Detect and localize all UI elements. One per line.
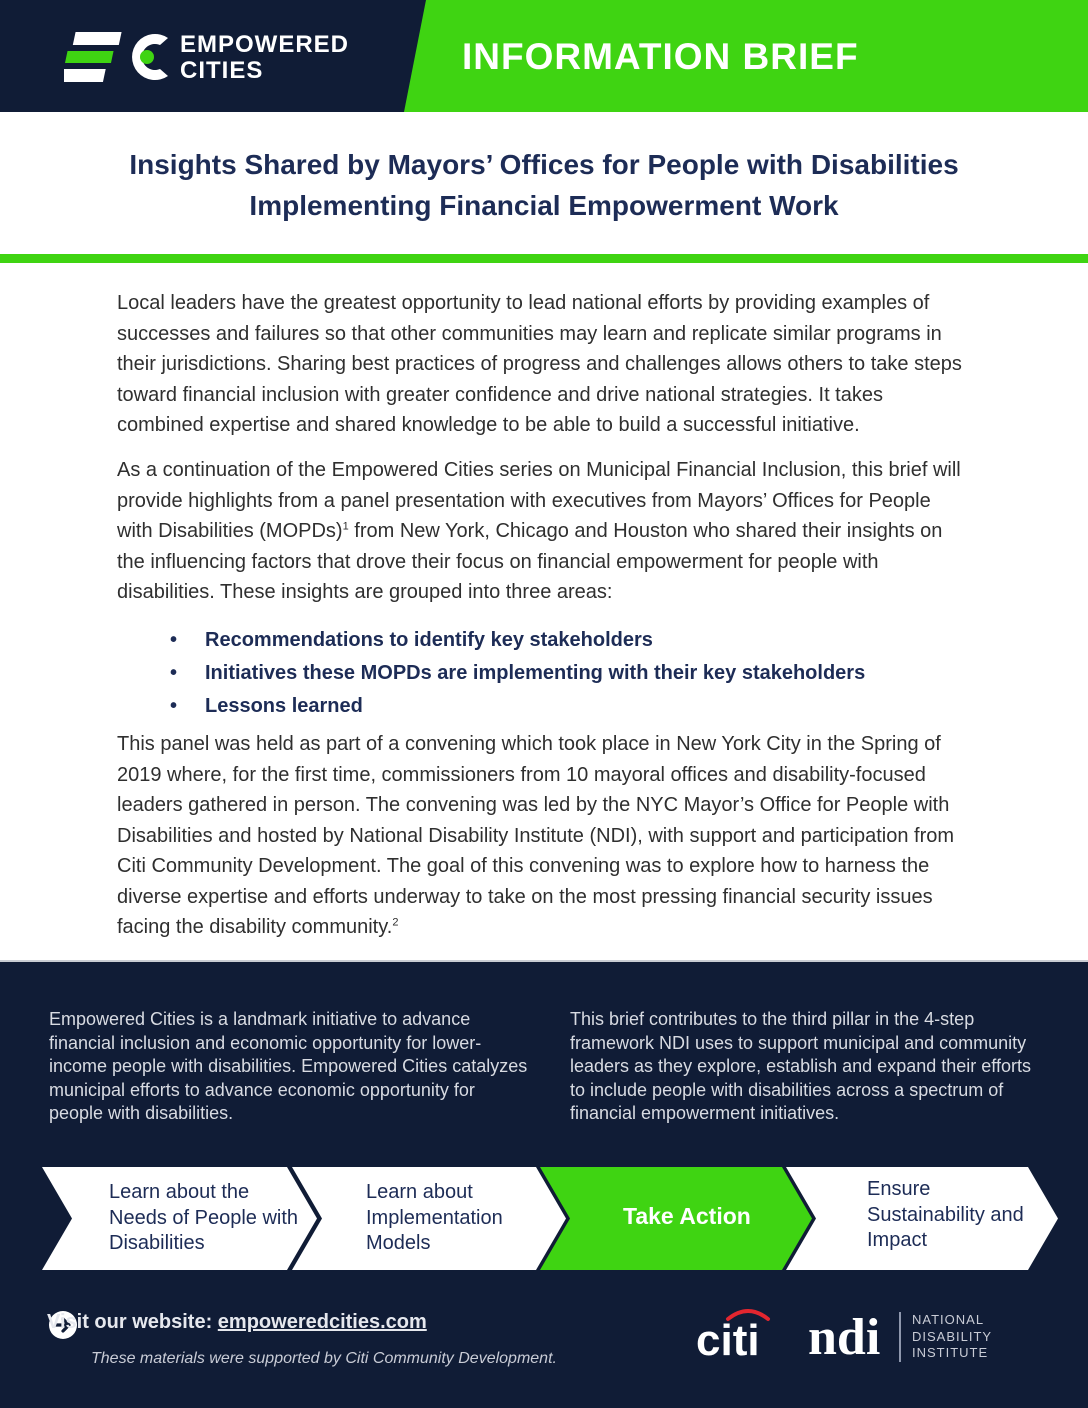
insight-areas-list [170, 624, 865, 723]
step-ensure-sustainability [786, 1167, 1058, 1270]
ndi-full-name [912, 1312, 992, 1362]
logo-line-2: CITIES [180, 57, 264, 84]
convening-paragraph [117, 729, 967, 943]
list-item: • Initiatives these MOPDs are implementing with their key stakeholders [170, 657, 865, 690]
citi-logo-text: citi [696, 1316, 760, 1365]
footnote-ref-1: 1 [342, 520, 349, 533]
initiative-description: Empowered Cities is a landmark initiative to advance financial inclusion and economic opportunity for lower-income people with disabilities. Empowered Cities catalyzes municipal efforts to advance economic opportunity for people with disabilities. [49, 1009, 528, 1123]
step-label-active: Take Action [623, 1203, 751, 1229]
title-line-1: Insights Shared by Mayors’ Offices for People with Disabilities [129, 149, 959, 180]
citi-logo [696, 1305, 776, 1365]
step-label: Learn about Implementation Models [366, 1181, 503, 1254]
step-learn-needs [42, 1167, 317, 1270]
visit-website-text [47, 1311, 427, 1334]
empowered-cities-logo-mark [64, 30, 174, 84]
support-note: These materials were supported by Citi Community Development. [91, 1350, 557, 1367]
continuation-text: As a continuation of the Empowered Cities series on Municipal Financial Inclusion, this brief will provide highlights from a panel presentation with executives from Mayors’ Offices for People with Disabilities (MOPDs) [117, 459, 961, 542]
framework-description: This brief contributes to the third pillar in the 4-step framework NDI uses to support municipal and community leaders as they explore, establish and expand their efforts to include people with disabilities across a spectrum of financial empowerment initiatives. [570, 1009, 1031, 1123]
ndi-name-line: DISABILITY [912, 1328, 993, 1344]
ndi-logo [808, 1310, 903, 1360]
step-take-action [540, 1167, 812, 1270]
ndi-name-line: INSTITUTE [912, 1345, 989, 1360]
ndi-divider [899, 1312, 901, 1362]
ndi-name-line: NATIONAL [912, 1312, 985, 1327]
continuation-paragraph [117, 455, 967, 608]
visit-label: Visit our website: [47, 1311, 213, 1333]
convening-text: This panel was held as part of a convening which took place in New York City in the Spring of 2019 where, for the first time, commissioners from 10 mayoral offices and disability-focused leaders gathered in person. The convening was led by the NYC Mayor’s Office for People with Disabilities and hosted by National Disability Institute (NDI), with support and participation from Citi Community Development. The goal of this convening was to explore how to harness the diverse expertise and efforts underway to take on the most pressing financial security issues facing the disability community. [117, 733, 955, 938]
logo-wordmark [180, 32, 349, 84]
list-item: • Recommendations to identify key stakeholders [170, 624, 865, 657]
ndi-logo-text: ndi [808, 1310, 881, 1360]
step-label: Learn about the Needs of People with Disabilities [109, 1181, 299, 1254]
intro-paragraph: Local leaders have the greatest opportunity to lead national efforts by providing examples of successes and failures so that other communities may learn and replicate similar programs in their jurisdictions. Sharing best practices of progress and challenges allows others to take steps toward financial inclusion with greater confidence and drive national strategies. It takes combined expertise and shared knowledge to be able to build a successful initiative. [117, 292, 962, 436]
website-link[interactable]: empoweredcities.com [217, 1311, 427, 1333]
step-learn-models [292, 1167, 566, 1270]
empowered-cities-logo [64, 30, 374, 90]
step-label: Ensure Sustainability and Impact [867, 1178, 1024, 1251]
continuation-text-end: from New York, Chicago and Houston who shared their insights on the influencing factors that drove their focus on financial empowerment for people with disabilities. These insights are grouped into three areas: [117, 520, 943, 603]
green-divider [0, 254, 1088, 263]
page-title [40, 144, 1048, 226]
information-brief-label: INFORMATION BRIEF [462, 36, 859, 77]
list-item: • Lessons learned [170, 690, 865, 723]
logo-line-1: EMPOWERED [180, 31, 350, 58]
title-line-2: Implementing Financial Empowerment Work [249, 190, 839, 221]
footnote-ref-2: 2 [392, 916, 399, 929]
